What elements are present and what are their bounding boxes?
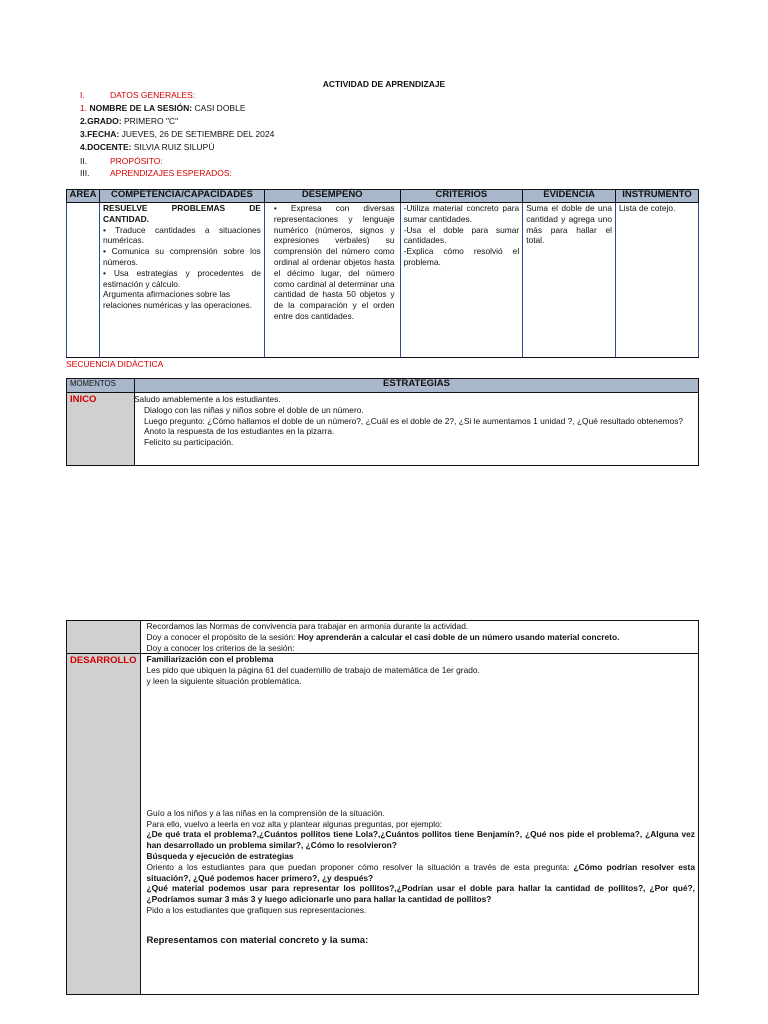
header-competencia: COMPETENCIA/CAPACIDADES (99, 190, 264, 203)
area-cell (67, 203, 100, 358)
competencia-cell (99, 203, 264, 358)
header-momentos: MOMENTOS (67, 379, 135, 393)
criterio-item: -Usa el doble para sumar cantidades. (403, 224, 520, 246)
header-area: AREA (67, 190, 100, 203)
aprendizajes-number: III. (80, 168, 90, 178)
document-title: ACTIVIDAD DE APRENDIZAJE (322, 79, 446, 89)
header-evidencia: EVIDENCIA (523, 190, 616, 203)
inicio-line: Luego pregunto: ¿Cómo hallamos el doble de un número?, ¿Cuál es el doble de 2?, ¿Si le aumentamos 1 unidad ?, ¿Qué resultado obtenemos? (143, 415, 684, 426)
aprendizajes-label: APRENDIZAJES ESPERADOS: (110, 168, 232, 178)
aprendizajes-table (66, 189, 699, 358)
docente-line (80, 142, 214, 153)
preguntas-line: ¿De qué trata el problema?,¿Cuántos pollitos tiene Lola?,¿Cuántos pollitos tiene Benjamín?, ¿Qué nos pide el problema?, ¿Alguna vez han desarrollado un problema similar?, ¿Cómo lo resolvieron? (146, 829, 695, 851)
proposito-sesion-bold: Hoy aprenderán a calcular el casi doble de un número usando material concreto. (297, 631, 620, 642)
datos-generales (80, 90, 195, 101)
normas-line: Recordamos las Normas de convivencia para trabajar en armonía durante la actividad. (146, 621, 469, 631)
fecha-value: JUEVES, 26 DE SETIEMBRE DEL 2024 (121, 129, 275, 139)
continuation-cell (140, 621, 699, 654)
evidencia-cell: Suma el doble de una cantidad y agrega uno más para hallar el total. (523, 203, 616, 358)
oriento-line (147, 862, 696, 884)
desarrollo-cell (140, 654, 699, 995)
criterios-sesion-line: Doy a conocer los criterios de la sesión: (146, 642, 295, 653)
sesion-value: CASI DOBLE (194, 103, 246, 113)
datos-number: I. (80, 90, 85, 100)
table-row (67, 203, 699, 358)
sesion-number: 1. (80, 103, 88, 113)
proposito-sesion-text: Doy a conocer el propósito de la sesión: (146, 631, 298, 642)
capacidad-item: • Traduce cantidades a situaciones numéricas. (102, 224, 261, 246)
guio-line: Guío a los niños y a las niñas en la comprensión de la situación. (146, 807, 385, 818)
proposito-sesion-line (147, 632, 696, 643)
grado-line (80, 116, 178, 127)
inicio-line: Saludo amablemente a los estudiantes. (133, 394, 281, 404)
datos-label: DATOS GENERALES: (110, 90, 196, 100)
capacidad-item: • Comunica su comprensión sobre los números. (102, 246, 261, 267)
table-header-row (67, 190, 699, 203)
inicio-line: Felicito su participación. (143, 437, 234, 448)
desempeno-cell (264, 203, 400, 358)
table-header-row (67, 379, 699, 393)
inicio-line: Anoto la respuesta de los estudiantes en la pizarra. (143, 426, 335, 437)
spacer (147, 916, 696, 936)
busqueda-heading: Búsqueda y ejecución de estrategias (146, 850, 294, 861)
fecha-label: 3.FECHA: (80, 129, 120, 139)
competencia-extra: Argumenta afirmaciones sobre las relaciones numéricas y las operaciones. (102, 289, 252, 311)
grado-value: PRIMERO "C" (123, 116, 179, 126)
inicio-label: INICO (67, 393, 135, 466)
fecha-line (80, 129, 274, 140)
criterios-cell (400, 203, 523, 358)
header-desempeno: DESEMPEÑO (264, 190, 400, 203)
header-criterios: CRITERIOS (400, 190, 523, 203)
header-instrumento: INSTRUMENTO (616, 190, 699, 203)
desarrollo-table (66, 620, 699, 995)
oriento-bold: ¿Cómo podrían resolver esta situación?, ¿Qué podemos hacer primero?, ¿y después? (146, 861, 696, 883)
material-line: ¿Qué material podemos usar para representar los pollitos?,¿Podrían usar el doble para hallar la cantidad de pollitos?, ¿Por qué?,¿Podríamos sumar 3 más 3 y luego adicionarle uno para hallar la cantidad de pollitos? (146, 883, 695, 905)
secuencia-table (66, 378, 699, 466)
grado-label: 2.GRADO: (80, 116, 122, 126)
criterio-item: -Explica cómo resolvió el problema. (403, 246, 520, 267)
para-ello-line: Para ello, vuelvo a leerla en voz alta y plantear algunas preguntas, por ejemplo: (146, 818, 443, 829)
docente-label: 4.DOCENTE: (80, 142, 132, 152)
aprendizajes-line (80, 168, 232, 179)
header-estrategias: ESTRATEGIAS (134, 379, 698, 393)
representamos-heading: Representamos con material concreto y la suma: (146, 934, 369, 946)
proposito-line (80, 156, 163, 167)
inicio-line: Dialogo con las niñas y niños sobre el doble de un número. (143, 404, 364, 415)
criterio-item: -Utiliza material concreto para sumar cantidades. (403, 203, 520, 224)
desempeno-text: • Expresa con diversas representaciones y lenguaje numérico (números, signos y expresiones verbales) su comprensión del número como ordinal al ordenar objetos hasta el décimo lugar, del número como cardinal al determinar una cantidad de hasta 50 objetos y de la comparación y el orden entre dos cantidades. (273, 203, 395, 321)
competencia-title: RESUELVE PROBLEMAS DE CANTIDAD. (102, 203, 261, 224)
fam-line: Les pido que ubiquen la página 61 del cuadernillo de trabajo de matemática de 1er grado. (146, 665, 480, 676)
problem-space (147, 687, 696, 808)
table-row (67, 654, 699, 995)
table-row (67, 393, 699, 466)
inicio-cell (134, 393, 698, 466)
sesion-label: NOMBRE DE LA SESIÓN: (89, 103, 193, 113)
table-row (67, 621, 699, 654)
oriento-text: Oriento a los estudiantes para que puedan proponer cómo resolver la situación a través de esta pregunta: (146, 861, 574, 872)
proposito-label: PROPÓSITO: (110, 156, 163, 166)
instrumento-cell: Lista de cotejo. (616, 203, 699, 358)
sesion-line (80, 103, 246, 114)
desarrollo-label: DESARROLLO (67, 654, 141, 995)
proposito-number: II. (80, 156, 88, 166)
fam-line: y leen la siguiente situación problemática. (146, 675, 302, 686)
grafiquen-line: Pido a los estudiantes que grafiquen sus representaciones. (146, 904, 367, 915)
continuation-momento (67, 621, 141, 654)
familiarizacion-heading: Familiarización con el problema (146, 654, 274, 665)
docente-value: SILVIA RUIZ SILUPÚ (133, 142, 215, 152)
secuencia-label: SECUENCIA DIDÁCTICA (66, 359, 164, 369)
capacidad-item: • Usa estrategias y procedentes de estimación y cálculo. (102, 267, 261, 289)
